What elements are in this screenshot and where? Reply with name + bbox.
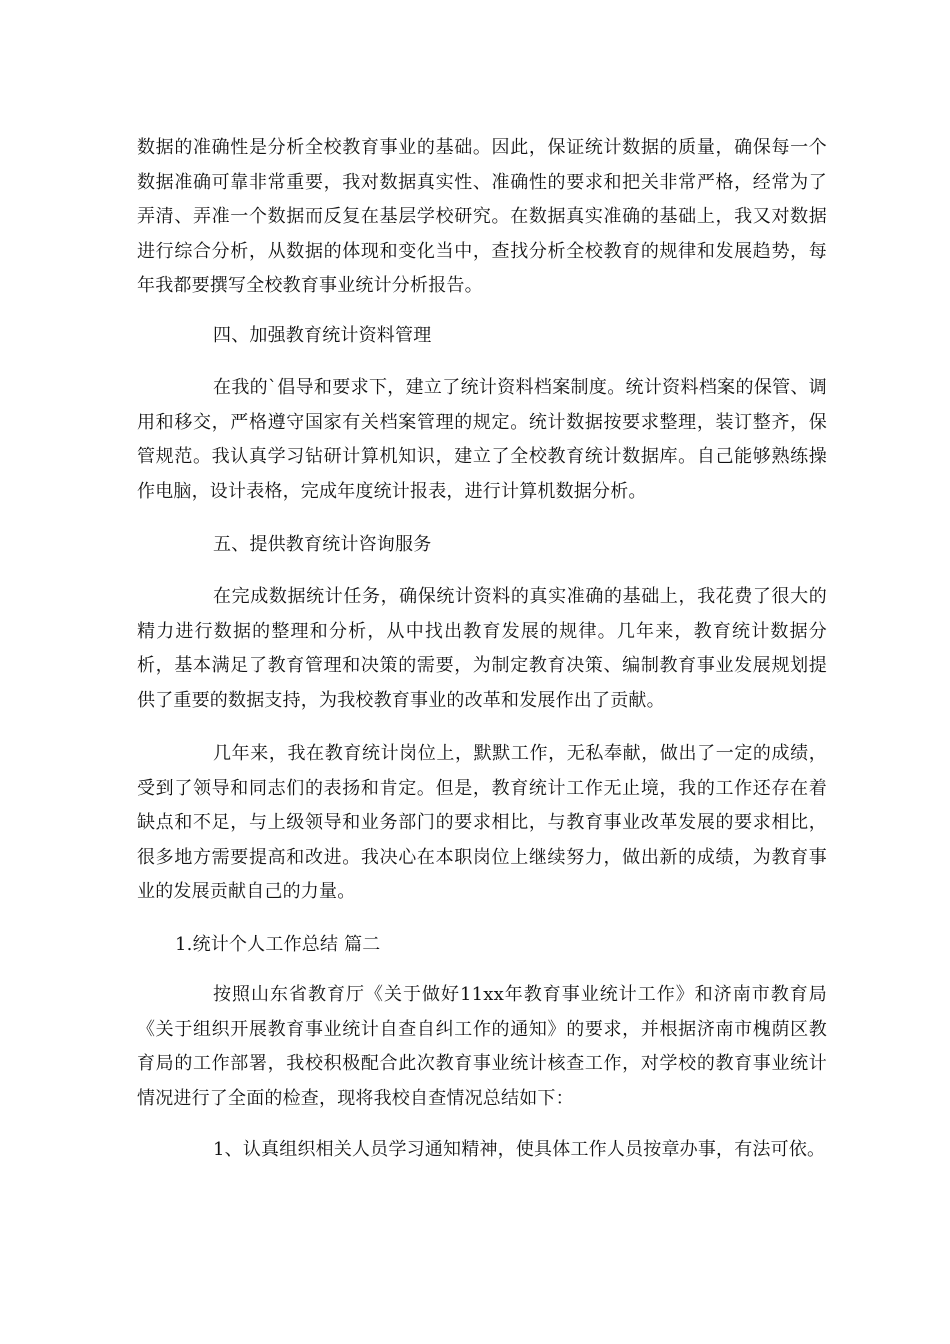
paragraph-item-one: 1、认真组织相关人员学习通知精神，使具体工作人员按章办事，有法可依。 bbox=[213, 1139, 826, 1160]
paragraph-conclusion: 几年来，我在教育统计岗位上，默默工作，无私奉献，做出了一定的成绩，受到了领导和同志们的表扬和肯定。但是，教育统计工作无止境，我的工作还存在着缺点和不足，与上级领导和业务部门的要求相比，与教育事业改革发展的要求相比，很多地方需要提高和改进。我决心在本职岗位上继续努力，做出新的成绩，为教育事业的发展贡献自己的力量。 bbox=[137, 743, 827, 902]
paragraph-consulting-service: 在完成数据统计任务，确保统计资料的真实准确的基础上，我花费了很大的精力进行数据的整理和分析，从中找出教育发展的规律。几年来，教育统计数据分析，基本满足了教育管理和决策的需要，为制定教育决策、编制教育事业发展规划提供了重要的数据支持，为我校教育事业的改革和发展作出了贡献。 bbox=[137, 586, 827, 711]
paragraph-section-intro: 按照山东省教育厅《关于做好11xx年教育事业统计工作》和济南市教育局《关于组织开展教育事业统计自查自纠工作的通知》的要求，并根据济南市槐荫区教育局的工作部署，我校积极配合此次教育事业统计核查工作，对学校的教育事业统计情况进行了全面的检查，现将我校自查情况总结如下： bbox=[137, 984, 827, 1109]
section-title: 1.统计个人工作总结 篇二 bbox=[175, 934, 381, 955]
paragraph-data-accuracy: 数据的准确性是分析全校教育事业的基础。因此，保证统计数据的质量，确保每一个数据准确可靠非常重要，我对数据真实性、准确性的要求和把关非常严格，经常为了弄清、弄准一个数据而反复在基层学校研究。在数据真实准确的基础上，我又对数据进行综合分析，从数据的体现和变化当中，查找分析全校教育的规律和发展趋势，每年我都要撰写全校教育事业统计分析报告。 bbox=[137, 137, 827, 296]
paragraph-archive-management: 在我的`倡导和要求下，建立了统计资料档案制度。统计资料档案的保管、调用和移交，严格遵守国家有关档案管理的规定。统计数据按要求整理，装订整齐，保管规范。我认真学习钻研计算机知识，建立了全校教育统计数据库。自己能够熟练操作电脑，设计表格，完成年度统计报表，进行计算机数据分析。 bbox=[137, 377, 827, 502]
heading-section-four: 四、加强教育统计资料管理 bbox=[213, 325, 432, 346]
heading-section-five: 五、提供教育统计咨询服务 bbox=[213, 534, 432, 555]
